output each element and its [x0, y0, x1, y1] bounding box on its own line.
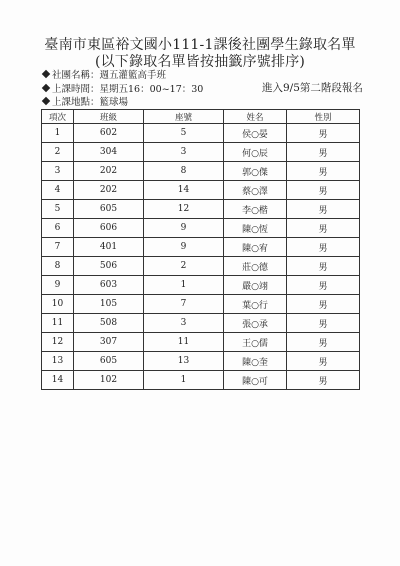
- class-location-value: 籃球場: [99, 97, 129, 108]
- cell-class: 202: [74, 181, 144, 200]
- cell-item-number: 8: [42, 257, 74, 276]
- cell-gender: 男: [287, 200, 360, 219]
- cell-name: 蔡○澤: [224, 181, 287, 200]
- table-header-row: [42, 110, 360, 124]
- cell-seat-number: 3: [144, 314, 224, 333]
- header-item-number: 項次: [42, 110, 74, 124]
- cell-name: 陳○宥: [224, 238, 287, 257]
- class-time-label: 上課時間：: [52, 84, 100, 95]
- cell-name: 葉○行: [224, 295, 287, 314]
- cell-gender: 男: [287, 143, 360, 162]
- table-row: [42, 333, 360, 352]
- table-row: [42, 276, 360, 295]
- cell-gender: 男: [287, 295, 360, 314]
- cell-gender: 男: [287, 219, 360, 238]
- cell-seat-number: 9: [144, 219, 224, 238]
- admission-table: [41, 109, 360, 390]
- cell-name: 王○儒: [224, 333, 287, 352]
- cell-item-number: 1: [42, 124, 74, 143]
- cell-seat-number: 7: [144, 295, 224, 314]
- diamond-bullet-icon: [42, 97, 50, 105]
- header-gender: 性別: [287, 110, 360, 124]
- cell-seat-number: 5: [144, 124, 224, 143]
- cell-gender: 男: [287, 181, 360, 200]
- cell-name: 嚴○翊: [224, 276, 287, 295]
- cell-seat-number: 9: [144, 238, 224, 257]
- cell-seat-number: 8: [144, 162, 224, 181]
- cell-class: 105: [74, 295, 144, 314]
- table-row: [42, 257, 360, 276]
- table-row: [42, 238, 360, 257]
- cell-name: 陳○可: [224, 371, 287, 390]
- document-subtitle: (以下錄取名單皆按抽籤序號排序): [94, 54, 306, 70]
- cell-class: 102: [74, 371, 144, 390]
- cell-item-number: 10: [42, 295, 74, 314]
- second-stage-note: 進入9/5第二階段報名: [262, 82, 363, 94]
- cell-item-number: 6: [42, 219, 74, 238]
- cell-seat-number: 3: [144, 143, 224, 162]
- cell-class: 602: [74, 124, 144, 143]
- cell-seat-number: 11: [144, 333, 224, 352]
- cell-seat-number: 14: [144, 181, 224, 200]
- cell-name: 侯○晏: [224, 124, 287, 143]
- club-name-value: 週五灌籃高手班: [99, 70, 167, 81]
- cell-item-number: 14: [42, 371, 74, 390]
- cell-item-number: 9: [42, 276, 74, 295]
- cell-class: 304: [74, 143, 144, 162]
- cell-name: 陳○奎: [224, 352, 287, 371]
- cell-item-number: 5: [42, 200, 74, 219]
- cell-name: 莊○德: [224, 257, 287, 276]
- class-location-row: [43, 97, 128, 108]
- cell-class: 401: [74, 238, 144, 257]
- cell-item-number: 7: [42, 238, 74, 257]
- cell-name: 何○辰: [224, 143, 287, 162]
- header-seat-number: 座號: [144, 110, 224, 124]
- diamond-bullet-icon: [42, 70, 50, 78]
- table-row: [42, 181, 360, 200]
- cell-gender: 男: [287, 238, 360, 257]
- document-title: 臺南市東區裕文國小111-1課後社團學生錄取名單: [44, 37, 356, 53]
- class-time-row: [43, 84, 203, 95]
- table-row: [42, 219, 360, 238]
- cell-gender: 男: [287, 124, 360, 143]
- cell-seat-number: 12: [144, 200, 224, 219]
- table-row: [42, 200, 360, 219]
- cell-name: 郭○傑: [224, 162, 287, 181]
- cell-gender: 男: [287, 352, 360, 371]
- cell-class: 605: [74, 200, 144, 219]
- cell-seat-number: 13: [144, 352, 224, 371]
- table-row: [42, 295, 360, 314]
- cell-gender: 男: [287, 162, 360, 181]
- cell-class: 506: [74, 257, 144, 276]
- cell-seat-number: 1: [144, 276, 224, 295]
- header-class: 班級: [74, 110, 144, 124]
- cell-item-number: 4: [42, 181, 74, 200]
- cell-item-number: 13: [42, 352, 74, 371]
- cell-gender: 男: [287, 371, 360, 390]
- cell-gender: 男: [287, 257, 360, 276]
- cell-name: 張○承: [224, 314, 287, 333]
- club-name-label: 社團名稱：: [52, 70, 100, 81]
- diamond-bullet-icon: [42, 84, 50, 92]
- cell-gender: 男: [287, 276, 360, 295]
- cell-class: 605: [74, 352, 144, 371]
- cell-class: 202: [74, 162, 144, 181]
- cell-seat-number: 1: [144, 371, 224, 390]
- table-row: [42, 143, 360, 162]
- table-row: [42, 352, 360, 371]
- cell-item-number: 3: [42, 162, 74, 181]
- cell-class: 508: [74, 314, 144, 333]
- cell-item-number: 2: [42, 143, 74, 162]
- table-row: [42, 124, 360, 143]
- club-name-row: [43, 70, 166, 81]
- class-time-value: 星期五16：00~17：30: [99, 84, 204, 95]
- cell-gender: 男: [287, 314, 360, 333]
- cell-item-number: 11: [42, 314, 74, 333]
- table-row: [42, 314, 360, 333]
- cell-name: 陳○恆: [224, 219, 287, 238]
- cell-class: 307: [74, 333, 144, 352]
- cell-class: 606: [74, 219, 144, 238]
- class-location-label: 上課地點：: [52, 97, 100, 108]
- table-body: [42, 124, 360, 390]
- cell-gender: 男: [287, 333, 360, 352]
- cell-item-number: 12: [42, 333, 74, 352]
- cell-class: 603: [74, 276, 144, 295]
- table-row: [42, 371, 360, 390]
- cell-name: 李○楷: [224, 200, 287, 219]
- table-row: [42, 162, 360, 181]
- cell-seat-number: 2: [144, 257, 224, 276]
- header-name: 姓名: [224, 110, 287, 124]
